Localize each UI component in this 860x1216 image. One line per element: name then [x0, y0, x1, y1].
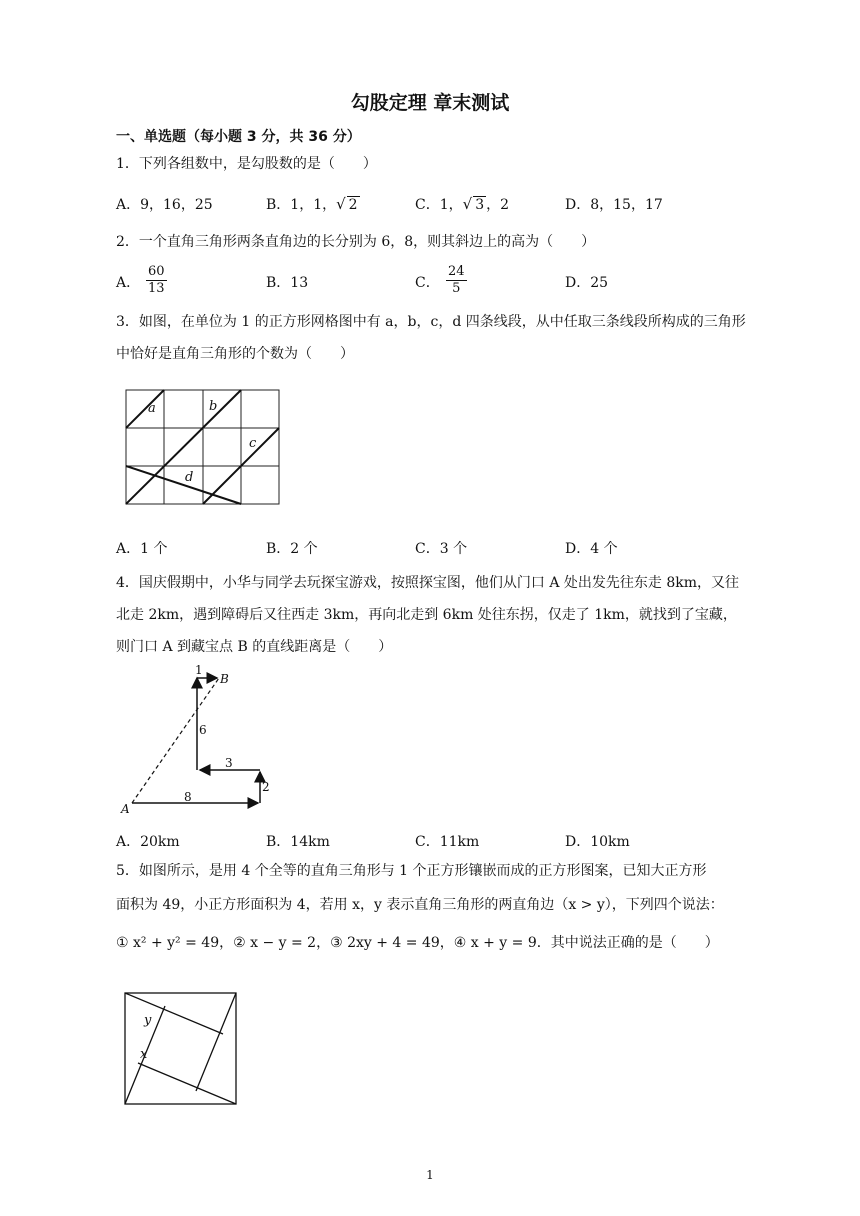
label-3: 3	[225, 756, 233, 770]
fraction-numerator: 24	[448, 264, 465, 279]
label-a: a	[148, 401, 156, 416]
option-b-radicand: 2	[348, 197, 358, 213]
option-d: D．8，15，17	[565, 197, 663, 213]
option-c: C．3 个	[415, 541, 468, 557]
triangle-edge	[125, 993, 223, 1034]
fraction-denominator: 5	[452, 281, 461, 296]
option-c: C．11km	[415, 834, 480, 850]
option-d: D．4 个	[565, 541, 618, 557]
fraction-denominator: 13	[148, 281, 165, 296]
question-1-options	[116, 194, 756, 214]
option-a: A．20km	[116, 834, 180, 850]
question-5-line-2: 面积为 49，小正方形面积为 4，若用 x，y 表示直角三角形的两直角边（x > y），下列四个说法：	[116, 897, 724, 913]
option-c-text: C．1，	[415, 197, 463, 213]
option-a-label: A．	[116, 275, 141, 291]
label-2: 2	[262, 780, 270, 794]
option-c-radicand: 3	[475, 197, 485, 213]
page-title: 勾股定理 章末测试	[350, 92, 510, 114]
segment-d	[126, 466, 241, 504]
question-2-stem: 2．一个直角三角形两条直角边的长分别为 6，8，则其斜边上的高为（ ）	[116, 234, 596, 250]
label-6: 6	[199, 723, 207, 737]
page-number: 1	[426, 1168, 434, 1182]
segment-a	[126, 390, 164, 428]
label-point-b: B	[220, 672, 229, 686]
option-b: B．2 个	[266, 541, 318, 557]
option-a: A．9，16，25	[116, 197, 213, 213]
option-a: A．1 个	[116, 541, 168, 557]
option-c-tail: ，2	[486, 197, 510, 213]
option-a	[116, 272, 140, 292]
grid-figure	[124, 388, 282, 506]
fraction-numerator: 60	[148, 264, 165, 279]
option-c	[415, 194, 509, 214]
pinwheel-square-figure	[124, 992, 238, 1106]
question-3-options	[116, 538, 756, 558]
option-c-fraction	[446, 264, 467, 297]
label-point-a: A	[121, 802, 130, 816]
option-b-text: B．1，1，	[266, 197, 337, 213]
option-b	[266, 194, 360, 214]
section-heading: 一、单选题（每小题 3 分，共 36 分）	[116, 129, 361, 145]
label-y: y	[144, 1013, 152, 1028]
option-b: B．13	[266, 275, 309, 291]
sqrt-icon: √	[462, 195, 473, 213]
label-1: 1	[195, 663, 203, 677]
label-8: 8	[184, 790, 192, 804]
option-a-fraction	[146, 264, 167, 297]
triangle-edge	[138, 1063, 236, 1104]
question-2-options	[116, 264, 756, 304]
question-4-options	[116, 831, 756, 851]
option-d: D．25	[565, 275, 609, 291]
sqrt-icon: √	[336, 195, 346, 213]
question-4-stem: 4．国庆假期中，小华与同学去玩探宝游戏，按照探宝图，他们从门口 A 处出发先往东走 8km，又往北走 2km，遇到障碍后又往西走 3km，再向北走到 6km 处往东拐，仅走了 1km，就找到了宝藏，则门口 A 到藏宝点 B 的直线距离是（ ）	[116, 575, 740, 655]
label-x: x	[140, 1047, 148, 1062]
question-5-line-1: 5．如图所示，是用 4 个全等的直角三角形与 1 个正方形镶嵌而成的正方形图案，已知大正方形	[116, 863, 707, 879]
label-b: b	[209, 399, 218, 414]
triangle-edge	[196, 993, 236, 1091]
option-b: B．14km	[266, 834, 330, 850]
option-d: D．10km	[565, 834, 630, 850]
segment-b	[126, 390, 241, 504]
question-1-stem: 1．下列各组数中，是勾股数的是（ ）	[116, 156, 377, 172]
question-5-line-3: ① x² + y² = 49，② x − y = 2，③ 2xy + 4 = 49，④ x + y = 9．其中说法正确的是（ ）	[116, 935, 719, 951]
treasure-map-figure	[118, 660, 278, 816]
label-d: d	[185, 470, 194, 485]
label-c: c	[249, 436, 257, 451]
question-3-stem: 3．如图，在单位为 1 的正方形网格图中有 a，b，c，d 四条线段，从中任取三条线段所构成的三角形中恰好是直角三角形的个数为（ ）	[116, 314, 746, 362]
path-direct-ab	[132, 678, 219, 803]
option-c	[415, 272, 440, 292]
option-c-label: C．	[415, 275, 440, 291]
